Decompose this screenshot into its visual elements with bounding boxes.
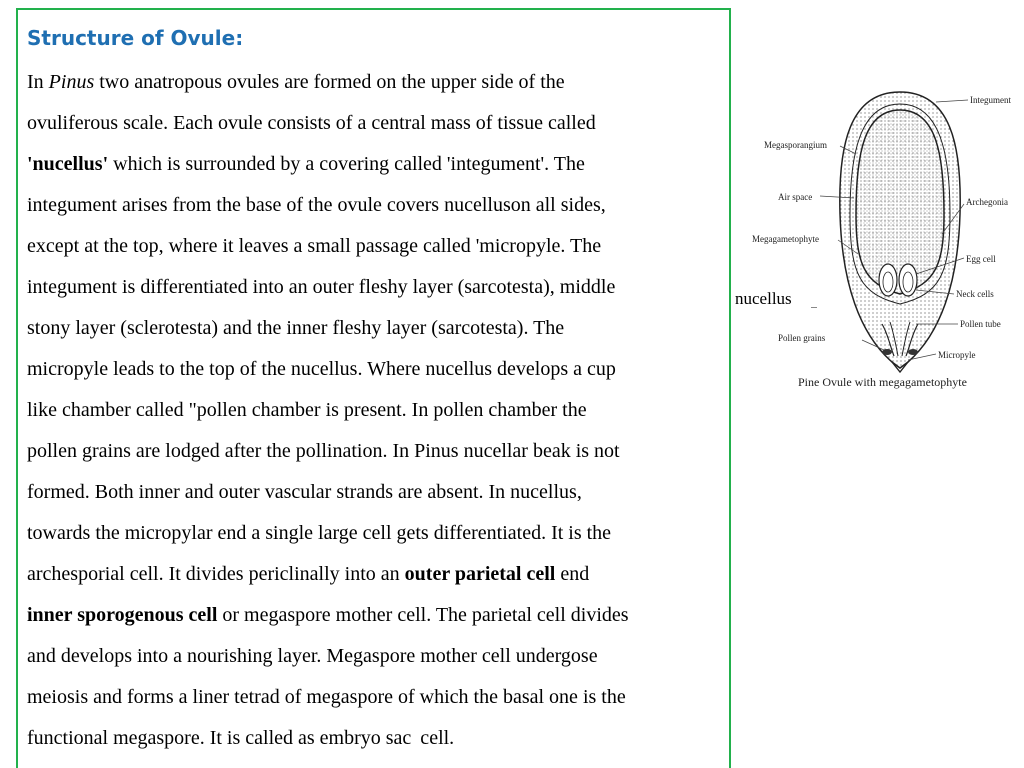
text-line: 'nucellus' which is surrounded by a covering called 'integument'. The xyxy=(27,153,585,175)
label-archegonia: Archegonia xyxy=(966,197,1008,207)
body-paragraph xyxy=(27,62,717,759)
text-line: functional megaspore. It is called as embryo sac cell. xyxy=(27,727,455,749)
text-line: archesporial cell. It divides periclinally into an outer parietal cell end xyxy=(27,563,590,585)
label-egg-cell: Egg cell xyxy=(966,254,996,264)
label-micropyle: Micropyle xyxy=(938,350,976,360)
text-line: micropyle leads to the top of the nucellus. Where nucellus develops a cup xyxy=(27,358,616,380)
label-megasporangium: Megasporangium xyxy=(764,140,827,150)
text-line: inner sporogenous cell or megaspore mother cell. The parietal cell divides xyxy=(27,604,629,626)
text-line: In Pinus two anatropous ovules are formed on the upper side of the xyxy=(27,71,565,93)
nucellus-label: nucellus xyxy=(735,289,792,308)
pollen-grain-right xyxy=(908,349,918,355)
text-line: except at the top, where it leaves a small passage called 'micropyle. The xyxy=(27,235,602,257)
label-megagametophyte: Megagametophyte xyxy=(752,234,819,244)
archegonium-right xyxy=(899,264,917,296)
text-line: towards the micropylar end a single large cell gets differentiated. It is the xyxy=(27,522,612,544)
text-line: stony layer (sclerotesta) and the inner fleshy layer (sarcotesta). The xyxy=(27,317,565,339)
label-neck-cells: Neck cells xyxy=(956,289,994,299)
figure-caption: Pine Ovule with megagametophyte xyxy=(798,375,967,389)
text-line: integument arises from the base of the ovule covers nucelluson all sides, xyxy=(27,194,606,216)
text-line: like chamber called "pollen chamber is present. In pollen chamber the xyxy=(27,399,587,421)
label-air-space: Air space xyxy=(778,192,813,202)
text-line: pollen grains are lodged after the pollination. In Pinus nucellar beak is not xyxy=(27,440,620,462)
text-line: formed. Both inner and outer vascular strands are absent. In nucellus, xyxy=(27,481,582,503)
italic-pinus: Pinus xyxy=(48,71,95,93)
text-line: ovuliferous scale. Each ovule consists of a central mass of tissue called xyxy=(27,112,596,134)
page-title: Structure of Ovule: xyxy=(27,26,244,50)
text-line: meiosis and forms a liner tetrad of megaspore of which the basal one is the xyxy=(27,686,626,708)
bold-inner-sporogenous-cell: inner sporogenous cell xyxy=(27,604,218,626)
text-line: and develops into a nourishing layer. Megaspore mother cell undergose xyxy=(27,645,598,667)
bold-nucellus: 'nucellus' xyxy=(27,153,109,175)
text-line: integument is differentiated into an outer fleshy layer (sarcotesta), middle xyxy=(27,276,616,298)
ovule-diagram xyxy=(740,84,1024,396)
label-pollen-tube: Pollen tube xyxy=(960,319,1001,329)
bold-outer-parietal-cell: outer parietal cell xyxy=(404,563,556,585)
archegonium-left xyxy=(879,264,897,296)
label-pollen-grains: Pollen grains xyxy=(778,333,826,343)
label-integument: Integument xyxy=(970,95,1011,105)
megagametophyte-shape xyxy=(856,110,944,294)
